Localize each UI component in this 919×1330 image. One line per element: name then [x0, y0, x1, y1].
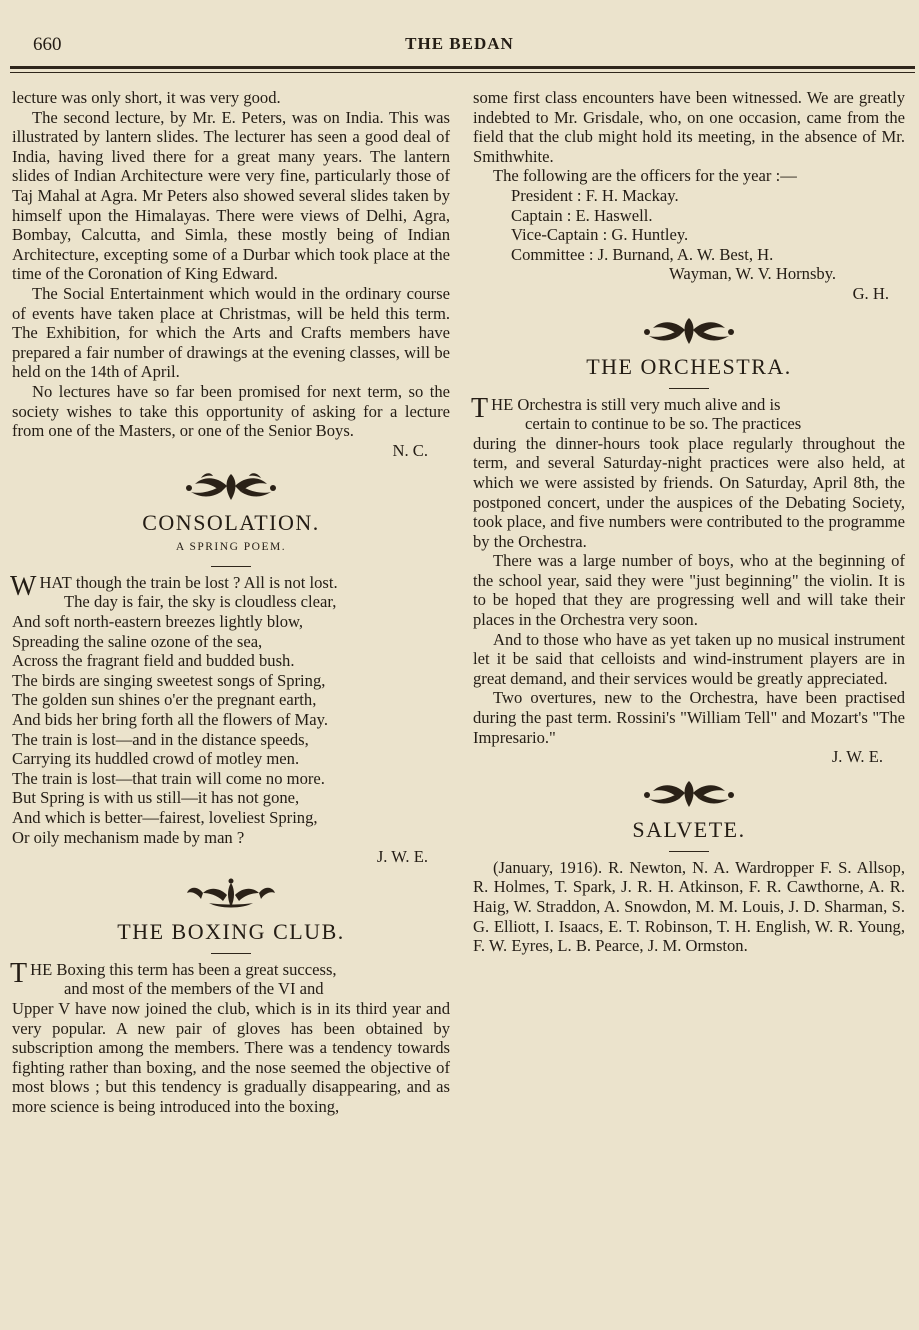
- poem-line: But Spring is with us still—it has not gone,: [12, 788, 300, 808]
- officers-list: [473, 166, 905, 303]
- boxing-rest: Upper V have now joined the club, which is in its third year and very popular. A new pair of gloves has been obtained by subscription among the members. There was a tendency towards fighting rather than boxing, and the nose seemed the objective of most blows ; but this tendency is gradually disappearing, and as more science is being introduced into the boxing,: [12, 998, 450, 1116]
- consolation-subtitle: A SPRING POEM.: [175, 541, 287, 554]
- poem-line: The day is fair, the sky is cloudless clear,: [64, 592, 337, 612]
- salvete-rule: [669, 851, 709, 852]
- boxing-tail-paragraph: some first class encounters have been witnessed. We are greatly indebted to Mr. Grisdale, who, on one occasion, came from the field that the club might hold its meeting, in the absence of Mr. Smithwhite.: [473, 88, 905, 166]
- orchestra-first-line: Orchestra is still very much alive and is: [513, 394, 781, 414]
- officer-committee: Committee : J. Burnand, A. W. Best, H.: [511, 244, 774, 264]
- boxing-second-line: and most of the members of the VI and: [64, 979, 324, 999]
- header-rule-thin: [10, 72, 915, 73]
- header-rule-thick: [10, 66, 915, 69]
- social-entertainment-paragraph: The Social Entertainment which would in the ordinary course of events have taken place at Christmas, will be held this term. The Exhibition, for which the Arts and Crafts members have prepared a fair number of drawings at the evening classes, will be held on the 14th of April.: [12, 283, 450, 382]
- left-column: [12, 88, 450, 1117]
- poem-line: And bids her bring forth all the flowers of May.: [12, 710, 328, 730]
- dropcap-w: W: [10, 570, 37, 602]
- poem-line: And soft north-eastern breezes lightly blow,: [12, 612, 304, 632]
- consolation-title: CONSOLATION.: [142, 510, 320, 536]
- orchestra-paragraph-2: There was a large number of boys, who at the beginning of the school year, said they were "just beginning" the violin. It is to be hoped that they are progressing well and will take their places in the Orchestra very soon.: [473, 551, 905, 630]
- poem-line: The birds are singing sweetest songs of Spring,: [12, 670, 326, 690]
- lectures-request-paragraph: No lectures have so far been promised for next term, so the society wishes to take this opportunity of asking for a lecture from one of the Masters, or one of the Senior Boys.: [12, 381, 450, 441]
- running-head: THE BEDAN: [405, 34, 514, 53]
- poem-line: Spreading the saline ozone of the sea,: [12, 631, 263, 651]
- poem-line: The golden sun shines o'er the pregnant earth,: [12, 690, 317, 710]
- peters-lecture-paragraph: The second lecture, by Mr. E. Peters, was on India. This was illustrated by lantern slides. The lecturer has seen a good deal of India, having lived there for a great many years. The lantern slides of Indian Architecture were very fine, particularly those of Taj Mahal at Agra. Mr Peters also showed several slides taken by himself upon the Himalayas. There were views of Delhi, Agra, Bombay, Calcutta, and Simla, these mostly being of Indian Architecture, excepting some of a Durbar which took place at the time of the Coronation of King Edward.: [12, 107, 450, 284]
- boxing-club-paragraph: [10, 957, 450, 1117]
- orchestra-paragraph-1: [471, 392, 905, 552]
- poem-line: And which is better—fairest, loveliest Spring,: [12, 808, 318, 827]
- orchestra-second-line: certain to continue to be so. The practices: [525, 414, 802, 434]
- boxing-smallcaps: HE: [30, 959, 53, 979]
- fleuron-ornament-icon: [12, 470, 450, 504]
- signature-nc: N. C.: [392, 440, 428, 460]
- officers-intro: The following are the officers for the year :—: [493, 166, 797, 186]
- signature-gh: G. H.: [852, 283, 889, 303]
- orchestra-paragraph-4: Two overtures, new to the Orchestra, have been practised during the past term. Rossini's "William Tell" and Mozart's "The Impresario.": [473, 688, 905, 747]
- salvete-title: SALVETE.: [632, 816, 746, 842]
- dropcap-t-boxing: T: [10, 957, 28, 989]
- orchestra-rest: during the dinner-hours took place regularly throughout the term, and several Saturday-night practices were also held, at which we were assisted by friends. On Saturday, April 8th, the postponed concert, under the auspices of the Debating Society, took place, and five numbers were contributed to the programme by the Orchestra.: [473, 433, 905, 551]
- officer-captain: Captain : E. Haswell.: [511, 205, 653, 225]
- poem-line-text: though the train be lost ? All is not lost.: [71, 572, 338, 592]
- poem-line: Carrying its huddled crowd of motley men.: [12, 749, 300, 769]
- orchestra-smallcaps: HE: [491, 394, 514, 414]
- salvete-paragraph: (January, 1916). R. Newton, N. A. Wardropper F. S. Allsop, R. Holmes, T. Spark, J. R. H. Atkinson, F. R. Cawthorne, A. R. Haig, W. Straddon, A. Snowdon, M. M. Louis, J. D. Sharman, S. G. Elliott, I. Isaacs, E. T. Robinson, T. H. English, W. R. Young, F. W. Eyres, L. B. Pearce, J. M. Ormston.: [473, 857, 905, 956]
- orchestra-paragraph-3: And to those who have as yet taken up no musical instrument let it be said that celloists and wind-instrument players are in great demand, and their services would be greatly appreciated.: [473, 629, 905, 688]
- signature-jwe-orchestra: J. W. E.: [831, 747, 883, 767]
- poem-line: Or oily mechanism made by man ?: [12, 827, 245, 847]
- lecture-tail-paragraph: lecture was only short, it was very good.: [12, 88, 281, 107]
- orchestra-rule: [669, 388, 709, 389]
- page-number: 660: [33, 34, 62, 55]
- officer-committee-cont: Wayman, W. V. Hornsby.: [669, 264, 837, 284]
- poem-smallcaps: HAT: [39, 572, 72, 592]
- poem-line: Across the fragrant field and budded bush.: [12, 651, 295, 671]
- dropcap-t-orchestra: T: [471, 392, 489, 424]
- officer-president: President : F. H. Mackay.: [511, 185, 679, 205]
- fleuron-ornament-icon: [473, 777, 905, 811]
- fleuron-ornament-icon: [12, 877, 450, 913]
- boxing-club-rule: [211, 953, 251, 954]
- poem-line: The train is lost—that train will come no more.: [12, 768, 325, 788]
- boxing-club-title: THE BOXING CLUB.: [117, 918, 345, 944]
- boxing-first-line: Boxing this term has been a great success,: [52, 959, 337, 979]
- right-column: [473, 88, 905, 956]
- orchestra-title: THE ORCHESTRA.: [586, 353, 792, 379]
- officer-vice-captain: Vice-Captain : G. Huntley.: [511, 225, 689, 245]
- poem-line: The train is lost—and in the distance speeds,: [12, 729, 309, 749]
- signature-jwe-poem: J. W. E.: [376, 847, 428, 867]
- consolation-poem: [10, 570, 450, 847]
- fleuron-ornament-icon: [473, 314, 905, 348]
- consolation-rule: [211, 566, 251, 567]
